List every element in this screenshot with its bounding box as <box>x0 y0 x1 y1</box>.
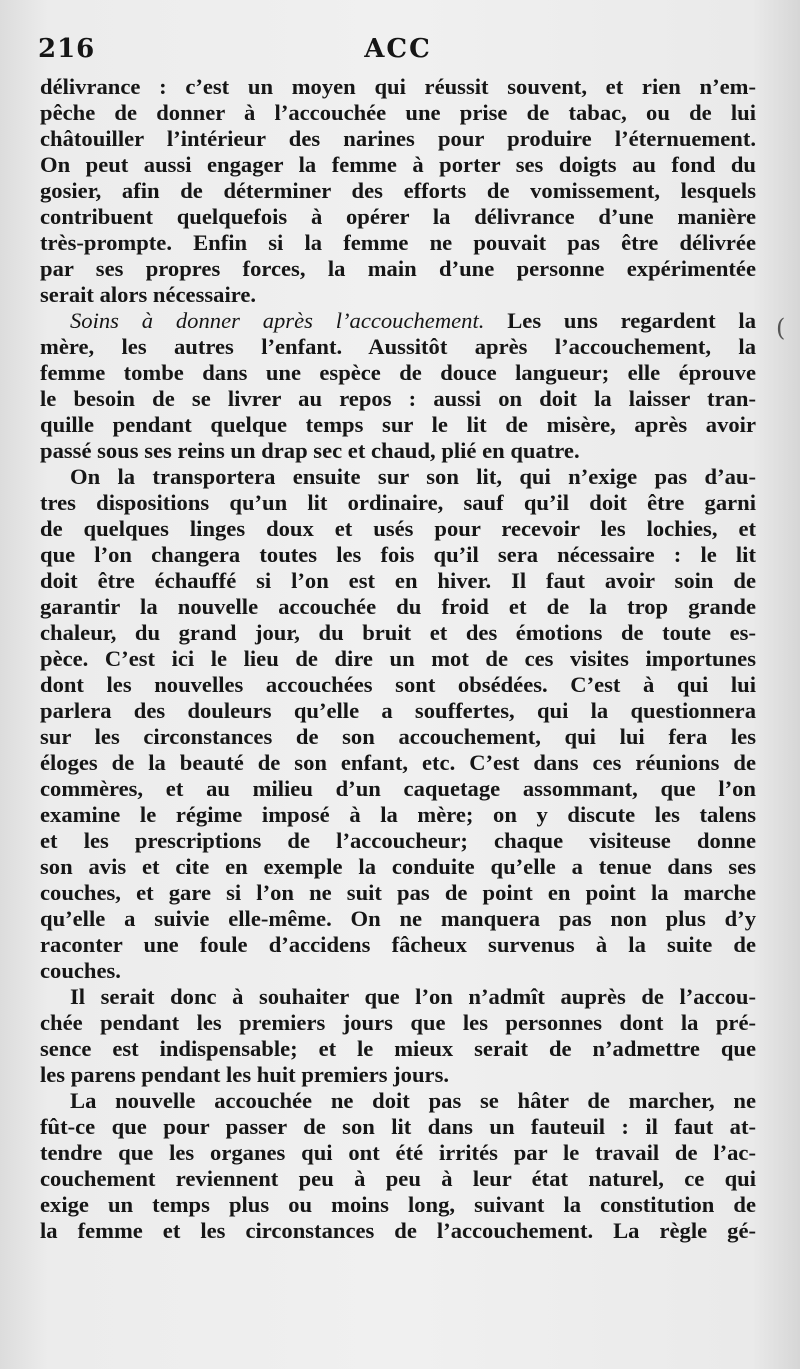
text-line: tres dispositions qu’un lit ordinaire, sauf qu’il doit être garni <box>40 490 756 515</box>
text-line: raconter une foule d’accidens fâcheux survenus à la suite de <box>40 932 756 957</box>
text-line: parlera des douleurs qu’elle a souffertes, qui la questionnera <box>40 698 756 723</box>
text-line: et les prescriptions de l’accoucheur; chaque visiteuse donne <box>40 828 756 853</box>
text-line: femme tombe dans une espèce de douce langueur; elle éprouve <box>40 360 756 385</box>
text-line: qu’elle a suivie elle-même. On ne manquera pas non plus d’y <box>40 906 756 931</box>
text-line: couches, et gare si l’on ne suit pas de point en point la marche <box>40 880 756 905</box>
text-line: éloges de la beauté de son enfant, etc. C’est dans ces réunions de <box>40 750 756 775</box>
text-line: fût-ce que pour passer de son lit dans un fauteuil : il faut at- <box>40 1114 756 1139</box>
text-line: quille pendant quelque temps sur le lit de misère, après avoir <box>40 412 756 437</box>
text-line: exige un temps plus ou moins long, suivant la constitution de <box>40 1192 756 1217</box>
text-line: délivrance : c’est un moyen qui réussit souvent, et rien n’em- <box>40 74 756 99</box>
text-line: serait alors nécessaire. <box>40 282 257 307</box>
text-line: tendre que les organes qui ont été irrités par le travail de l’ac- <box>40 1140 756 1165</box>
text-line: contribuent quelquefois à opérer la délivrance d’une manière <box>40 204 756 229</box>
text-line: que l’on changera toutes les fois qu’il sera nécessaire : le lit <box>40 542 756 567</box>
text-line: le besoin de se livrer au repos : aussi on doit la laisser tran- <box>40 386 756 411</box>
text-line: doit être échauffé si l’on est en hiver. Il faut avoir soin de <box>40 568 756 593</box>
text-line: chée pendant les premiers jours que les personnes dont la pré- <box>40 1010 756 1035</box>
text-line: les parens pendant les huit premiers jours. <box>40 1062 450 1087</box>
text-line: de quelques linges doux et usés pour recevoir les lochies, et <box>40 516 756 541</box>
text-line: passé sous ses reins un drap sec et chaud, plié en quatre. <box>40 438 580 463</box>
body-text <box>40 74 756 1244</box>
text-line: pèce. C’est ici le lieu de dire un mot de ces visites importunes <box>40 646 756 671</box>
text-line: châtouiller l’intérieur des narines pour produire l’éternuement. <box>40 126 756 151</box>
text-line: Il serait donc à souhaiter que l’on n’admît auprès de l’accou- <box>70 984 756 1009</box>
text-line: mère, les autres l’enfant. Aussitôt après l’accouchement, la <box>40 334 756 359</box>
text-line: sur les circonstances de son accouchement, qui lui fera les <box>40 724 756 749</box>
page-number: 216 <box>38 34 96 64</box>
text-line: pêche de donner à l’accouchée une prise de tabac, ou de lui <box>40 100 756 125</box>
text-line: La nouvelle accouchée ne doit pas se hâter de marcher, ne <box>70 1088 756 1113</box>
section-heading-line <box>40 308 756 334</box>
section-heading: Soins à donner après l’accouchement. <box>70 308 485 333</box>
text-line: par ses propres forces, la main d’une personne expérimentée <box>40 256 756 281</box>
margin-mark: ( <box>776 314 786 342</box>
text-line: examine le régime imposé à la mère; on y discute les talens <box>40 802 756 827</box>
page-header <box>38 30 758 70</box>
text-fragment: Les uns regardent la <box>484 308 756 333</box>
text-line: garantir la nouvelle accouchée du froid et de la trop grande <box>40 594 756 619</box>
text-line: On peut aussi engager la femme à porter ses doigts au fond du <box>40 152 756 177</box>
text-line: chaleur, du grand jour, du bruit et des émotions de toute es- <box>40 620 756 645</box>
running-head: ACC <box>364 34 432 64</box>
text-line: très-prompte. Enfin si la femme ne pouvait pas être délivrée <box>40 230 756 255</box>
text-line: dont les nouvelles accouchées sont obsédées. C’est à qui lui <box>40 672 756 697</box>
text-line: commères, et au milieu d’un caquetage assommant, que l’on <box>40 776 756 801</box>
text-line: la femme et les circonstances de l’accouchement. La règle gé- <box>40 1218 756 1243</box>
text-line: son avis et cite en exemple la conduite qu’elle a tenue dans ses <box>40 854 756 879</box>
text-line: gosier, afin de déterminer des efforts de vomissement, lesquels <box>40 178 756 203</box>
text-line: On la transportera ensuite sur son lit, qui n’exige pas d’au- <box>70 464 756 489</box>
text-line: couchement reviennent peu à peu à leur état naturel, ce qui <box>40 1166 756 1191</box>
text-line: sence est indispensable; et le mieux serait de n’admettre que <box>40 1036 756 1061</box>
text-line: couches. <box>40 958 121 983</box>
